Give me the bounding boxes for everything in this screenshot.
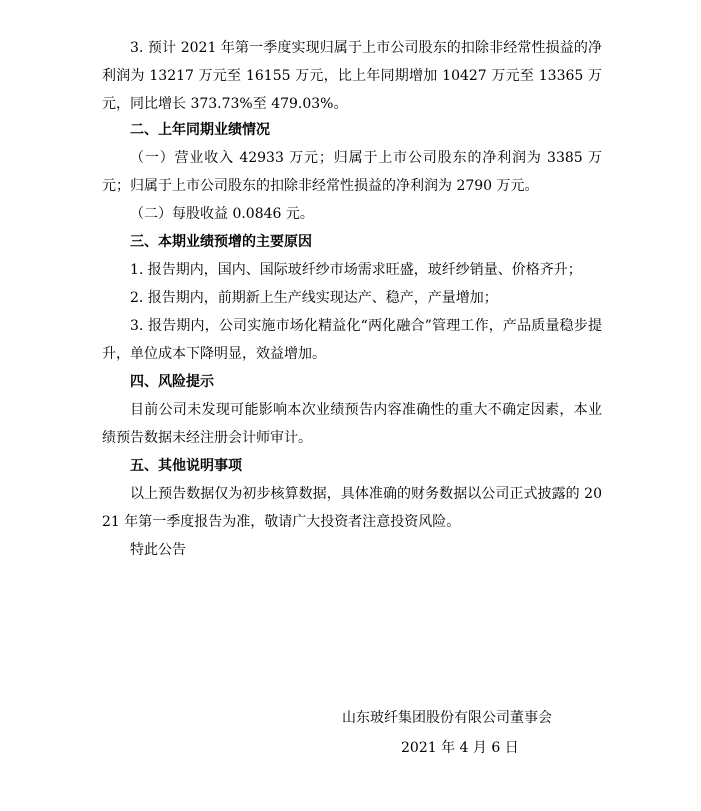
signature-date: 2021 年 4 月 6 日 bbox=[401, 740, 519, 756]
paragraph-reason-1: 1. 报告期内，国内、国际玻纤纱市场需求旺盛，玻纤纱销量、价格齐升； bbox=[130, 262, 582, 278]
paragraph-other-matters: 以上预告数据仅为初步核算数据，具体准确的财务数据以公司正式披露的 2021 年第一季度报告为准，敬请广大投资者注意投资风险。 bbox=[102, 486, 602, 530]
paragraph-closing: 特此公告 bbox=[130, 542, 186, 558]
paragraph-reason-3: 3. 报告期内，公司实施市场化精益化“两化融合”管理工作，产品质量稳步提升，单位成本下降明显，效益增加。 bbox=[102, 318, 602, 362]
heading-last-year-performance: 二、上年同期业绩情况 bbox=[130, 122, 270, 138]
paragraph-net-profit-forecast: 3. 预计 2021 年第一季度实现归属于上市公司股东的扣除非经常性损益的净利润为 13217 万元至 16155 万元，比上年同期增加 10427 万元至 13365 万元，同比增长 373.73%至 479.03%。 bbox=[102, 40, 602, 112]
paragraph-earnings-per-share: （二）每股收益 0.0846 元。 bbox=[130, 206, 314, 222]
heading-other-matters: 五、其他说明事项 bbox=[130, 458, 242, 474]
paragraph-last-year-revenue: （一）营业收入 42933 万元；归属于上市公司股东的净利润为 3385 万元；归属于上市公司股东的扣除非经常性损益的净利润为 2790 万元。 bbox=[102, 150, 602, 194]
heading-risk-warning: 四、风险提示 bbox=[130, 374, 214, 390]
paragraph-reason-2: 2. 报告期内，前期新上生产线实现达产、稳产，产量增加； bbox=[130, 290, 498, 306]
signature-company: 山东玻纤集团股份有限公司董事会 bbox=[342, 710, 552, 726]
paragraph-risk-warning: 目前公司未发现可能影响本次业绩预告内容准确性的重大不确定因素，本业绩预告数据未经注册会计师审计。 bbox=[102, 402, 602, 446]
heading-main-reasons: 三、本期业绩预增的主要原因 bbox=[130, 234, 312, 250]
